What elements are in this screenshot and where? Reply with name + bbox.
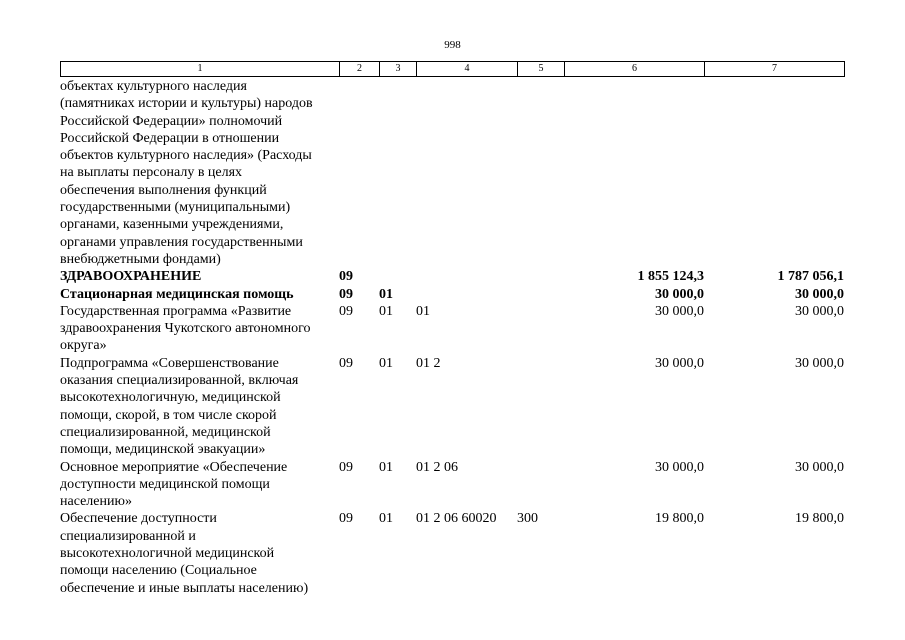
table-row [60, 286, 844, 303]
table-row [60, 355, 844, 459]
row-sum-year1: 1 855 124,3 [637, 269, 704, 285]
row-section [339, 78, 379, 268]
row-target-article [416, 286, 517, 303]
row-sum-year1: 30 000,0 [655, 459, 704, 475]
row-section: 09 [339, 511, 353, 527]
row-expense-type: 300 [517, 511, 538, 527]
row-expense-type [517, 286, 564, 303]
row-name: Государственная программа «Развитие здравоохранения Чукотского автономного округа» [60, 303, 311, 354]
row-sum-year2: 30 000,0 [795, 355, 844, 371]
header-col-6: 6 [565, 62, 705, 77]
row-subsection: 01 [379, 303, 393, 319]
row-name: Стационарная медицинская помощь [60, 286, 294, 302]
row-target-article: 01 2 [416, 355, 441, 371]
row-subsection: 01 [379, 459, 393, 475]
row-sum-year2: 30 000,0 [795, 286, 844, 302]
header-col-7: 7 [705, 62, 845, 77]
row-target-article [416, 268, 517, 285]
header-col-1: 1 [61, 62, 340, 77]
row-name: Подпрограмма «Совершенствование оказания специализированной, включая высокотехнологичную, медицинской помощи, скорой, в том числе скорой специализированной, медицинской помощи, медицинской эвакуации» [60, 355, 299, 458]
row-subsection [379, 78, 416, 268]
row-subsection: 01 [379, 511, 393, 527]
row-sum-year1: 19 800,0 [655, 511, 704, 527]
row-section: 09 [339, 459, 353, 475]
row-expense-type [517, 268, 564, 285]
row-expense-type [517, 459, 564, 511]
table-row [60, 459, 844, 511]
header-row [61, 62, 845, 77]
row-target-article: 01 2 06 60020 [416, 511, 497, 527]
table-row [60, 303, 844, 355]
row-section: 09 [339, 269, 353, 285]
column-number-header [60, 61, 845, 77]
row-sum-year1 [564, 78, 704, 268]
row-sum-year2: 19 800,0 [795, 511, 844, 527]
page-number: 998 [444, 39, 461, 51]
row-expense-type [517, 303, 564, 355]
row-sum-year1: 30 000,0 [655, 286, 704, 302]
table-row [60, 78, 844, 268]
row-target-article: 01 [416, 303, 430, 319]
row-sum-year2: 1 787 056,1 [777, 269, 844, 285]
row-section: 09 [339, 355, 353, 371]
row-sum-year2: 30 000,0 [795, 303, 844, 319]
row-sum-year2: 30 000,0 [795, 459, 844, 475]
row-section: 09 [339, 303, 353, 319]
header-col-3: 3 [380, 62, 417, 77]
row-sum-year1: 30 000,0 [655, 355, 704, 371]
row-name: объектах культурного наследия (памятниках истории и культуры) народов Российской Федерации» полномочий Российской Федерации в отношении объектов культурного наследия» (Расходы на выплаты персоналу в целях обеспечения выполнения функций государственными (муниципальными) органами, казенными учреждениями, органами управления государственными внебюджетными фондами) [60, 79, 313, 267]
row-section: 09 [339, 286, 353, 302]
header-col-5: 5 [518, 62, 565, 77]
row-name: Обеспечение доступности специализированной и высокотехнологичной медицинской помощи населению (Социальное обеспечение и иные выплаты населению) [60, 511, 309, 596]
table-row [60, 510, 844, 596]
row-subsection [379, 268, 416, 285]
row-name: ЗДРАВООХРАНЕНИЕ [60, 269, 202, 285]
row-sum-year1: 30 000,0 [655, 303, 704, 319]
row-target-article: 01 2 06 [416, 459, 458, 475]
row-target-article [416, 78, 517, 268]
table-row [60, 268, 844, 285]
row-subsection: 01 [379, 355, 393, 371]
row-name: Основное мероприятие «Обеспечение доступности медицинской помощи населению» [60, 459, 288, 510]
row-expense-type [517, 355, 564, 459]
budget-table [60, 78, 844, 597]
header-col-4: 4 [417, 62, 518, 77]
row-expense-type [517, 78, 564, 268]
row-subsection: 01 [379, 286, 393, 302]
header-col-2: 2 [340, 62, 380, 77]
row-sum-year2 [704, 78, 844, 268]
